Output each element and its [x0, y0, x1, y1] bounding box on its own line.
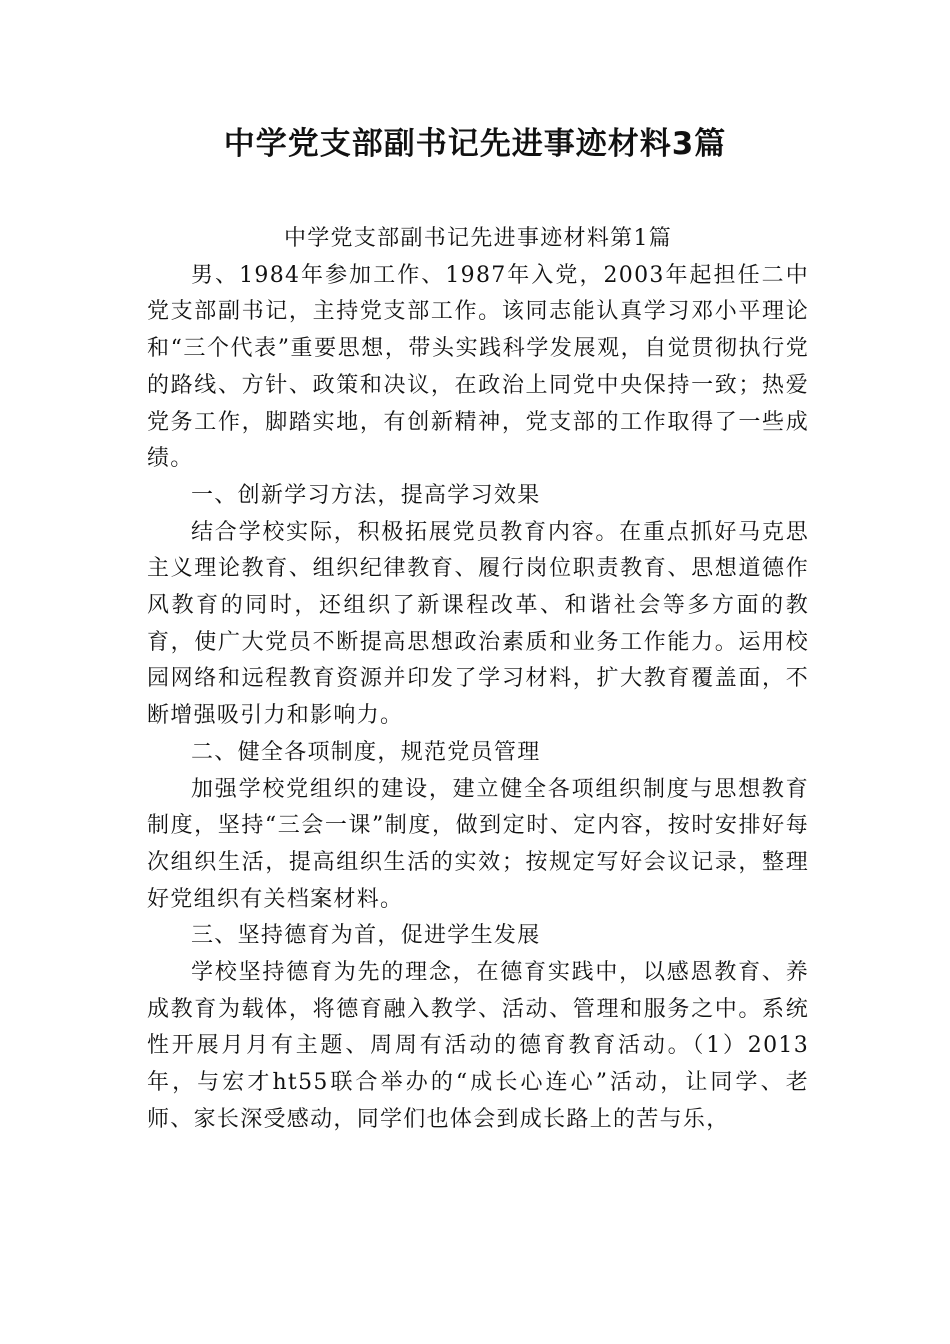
heading-institutions: 二、健全各项制度，规范党员管理	[191, 739, 541, 765]
paragraph-institutions: 加强学校党组织的建设，建立健全各项组织制度与思想教育制度，坚持“三会一课”制度，做到定时、定内容，按时安排好每次组织生活，提高组织生活的实效；按规定写好会议记录，整理好党组织有关档案材料。	[147, 776, 809, 912]
document-title: 中学党支部副书记先进事迹材料3篇	[223, 126, 727, 162]
paragraph-moral-education: 学校坚持德育为先的理念，在德育实践中，以感恩教育、养成教育为载体，将德育融入教学、活动、管理和服务之中。系统性开展月月有主题、周周有活动的德育教育活动。（1）2013年，与宏才ht55联合举办的“成长心连心”活动，让同学、老师、家长深受感动，同学们也体会到成长路上的苦与乐，	[147, 960, 809, 1132]
heading-moral-education: 三、坚持德育为首，促进学生发展	[191, 923, 541, 949]
heading-study-method: 一、创新学习方法，提高学习效果	[191, 482, 541, 508]
paragraph-study-method: 结合学校实际，积极拓展党员教育内容。在重点抓好马克思主义理论教育、组织纪律教育、履行岗位职责教育、思想道德作风教育的同时，还组织了新课程改革、和谐社会等多方面的教育，使广大党员不断提高思想政治素质和业务工作能力。运用校园网络和远程教育资源并印发了学习材料，扩大教育覆盖面，不断增强吸引力和影响力。	[147, 519, 809, 729]
section-heading: 中学党支部副书记先进事迹材料第1篇	[283, 226, 673, 251]
document-body	[147, 221, 809, 1139]
paragraph-intro: 男、1984年参加工作、1987年入党，2003年起担任二中党支部副书记，主持党支部工作。该同志能认真学习邓小平理论和“三个代表”重要思想，带头实践科学发展观，自觉贯彻执行党的路线、方针、政策和决议，在政治上同党中央保持一致；热爱党务工作，脚踏实地，有创新精神，党支部的工作取得了一些成绩。	[147, 262, 809, 472]
